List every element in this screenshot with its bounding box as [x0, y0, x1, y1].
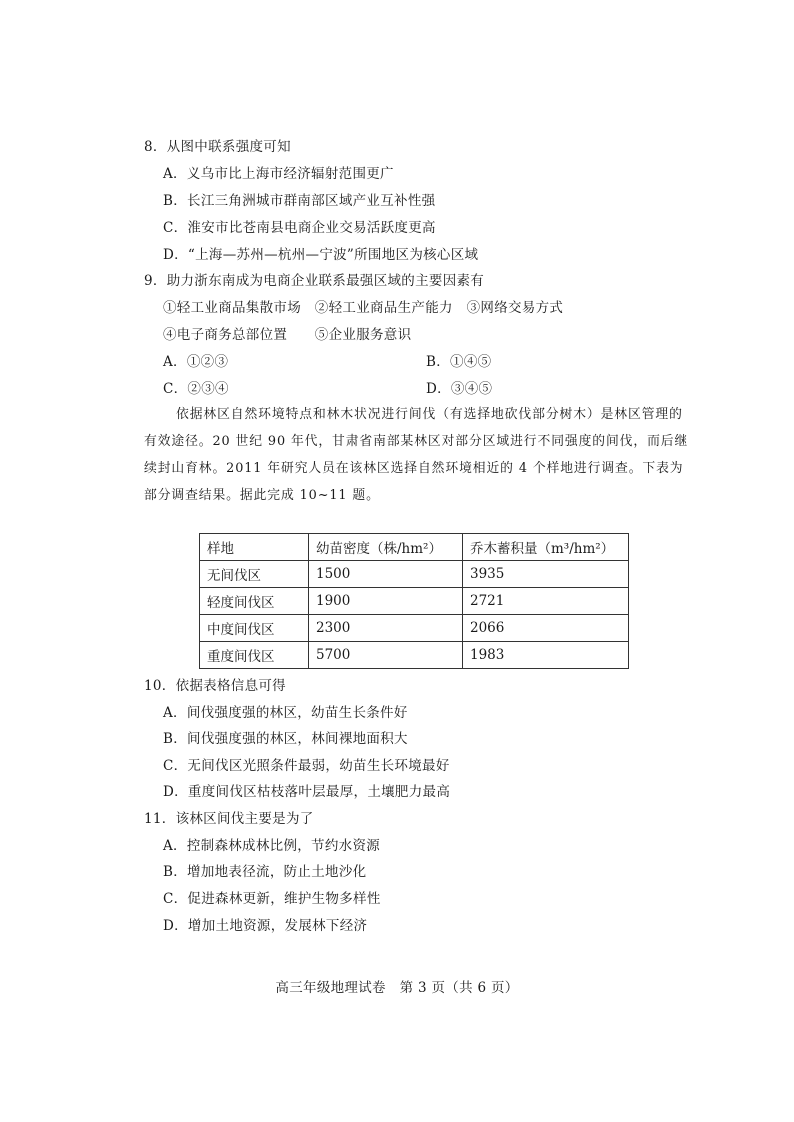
page-footer: 高三年级地理试卷 第 3 页（共 6 页） [275, 980, 519, 996]
question-10-stem: 10．依据表格信息可得 [144, 678, 286, 694]
passage-line-1: 依据林区自然环境特点和林木状况进行间伐（有选择地砍伐部分树木）是林区管理的 [176, 407, 683, 422]
question-9-option-b: B．①④⑤ [426, 354, 492, 370]
question-10-option-a: A．间伐强度强的林区，幼苗生长条件好 [163, 705, 408, 721]
question-9-factors-line-1: ①轻工业商品集散市场 ②轻工业商品生产能力 ③网络交易方式 [163, 300, 564, 316]
question-8-option-a: A．义乌市比上海市经济辐射范围更广 [163, 166, 394, 182]
header-site: 样地 [200, 534, 309, 561]
survey-table [199, 533, 629, 669]
question-8-option-b: B．长江三角洲城市群南部区域产业互补性强 [163, 193, 436, 209]
cell-seedling-density: 1500 [309, 561, 463, 588]
question-8-stem: 8．从图中联系强度可知 [144, 139, 291, 155]
header-tree-volume: 乔木蓄积量（m³/hm²） [463, 534, 629, 561]
cell-seedling-density: 2300 [309, 615, 463, 642]
cell-site: 无间伐区 [200, 561, 309, 588]
cell-tree-volume: 2066 [463, 615, 629, 642]
cell-tree-volume: 2721 [463, 588, 629, 615]
question-8-option-c: C．淮安市比苍南县电商企业交易活跃度更高 [163, 220, 436, 236]
table-header-row [200, 534, 629, 561]
question-10-option-b: B．间伐强度强的林区，林间裸地面积大 [163, 731, 408, 747]
table-row [200, 615, 629, 642]
question-9-option-a: A．①②③ [163, 354, 229, 370]
header-seedling-density: 幼苗密度（株/hm²） [309, 534, 463, 561]
question-11-stem: 11．该林区间伐主要是为了 [144, 811, 314, 827]
passage-line-3: 续封山育林。2011 年研究人员在该林区选择自然环境相近的 4 个样地进行调查。下表为 [144, 461, 684, 476]
cell-site: 重度间伐区 [200, 642, 309, 669]
table-row [200, 588, 629, 615]
question-11-option-c: C．促进森林更新，维护生物多样性 [163, 891, 381, 907]
cell-site: 中度间伐区 [200, 615, 309, 642]
question-11-option-d: D．增加土地资源，发展林下经济 [163, 918, 368, 934]
cell-seedling-density: 5700 [309, 642, 463, 669]
cell-site: 轻度间伐区 [200, 588, 309, 615]
passage-line-4: 部分调查结果。据此完成 10~11 题。 [144, 488, 380, 503]
question-9-option-d: D．③④⑤ [426, 381, 493, 397]
question-11-option-b: B．增加地表径流，防止土地沙化 [163, 864, 367, 880]
question-9-option-c: C．②③④ [163, 381, 229, 397]
question-9-stem: 9．助力浙东南成为电商企业联系最强区域的主要因素有 [144, 273, 485, 289]
cell-seedling-density: 1900 [309, 588, 463, 615]
question-9-factors-line-2: ④电子商务总部位置 ⑤企业服务意识 [163, 327, 412, 343]
table-row [200, 642, 629, 669]
question-11-option-a: A．控制森林成林比例，节约水资源 [163, 838, 381, 854]
passage-line-2: 有效途径。20 世纪 90 年代，甘肃省南部某林区对部分区域进行不同强度的间伐，而后继 [144, 434, 689, 449]
question-10-option-c: C．无间伐区光照条件最弱，幼苗生长环境最好 [163, 758, 450, 774]
cell-tree-volume: 1983 [463, 642, 629, 669]
question-8-option-d: D．“上海—苏州—杭州—宁波”所围地区为核心区域 [163, 247, 479, 263]
cell-tree-volume: 3935 [463, 561, 629, 588]
question-10-option-d: D．重度间伐区枯枝落叶层最厚，土壤肥力最高 [163, 784, 451, 800]
table-row [200, 561, 629, 588]
